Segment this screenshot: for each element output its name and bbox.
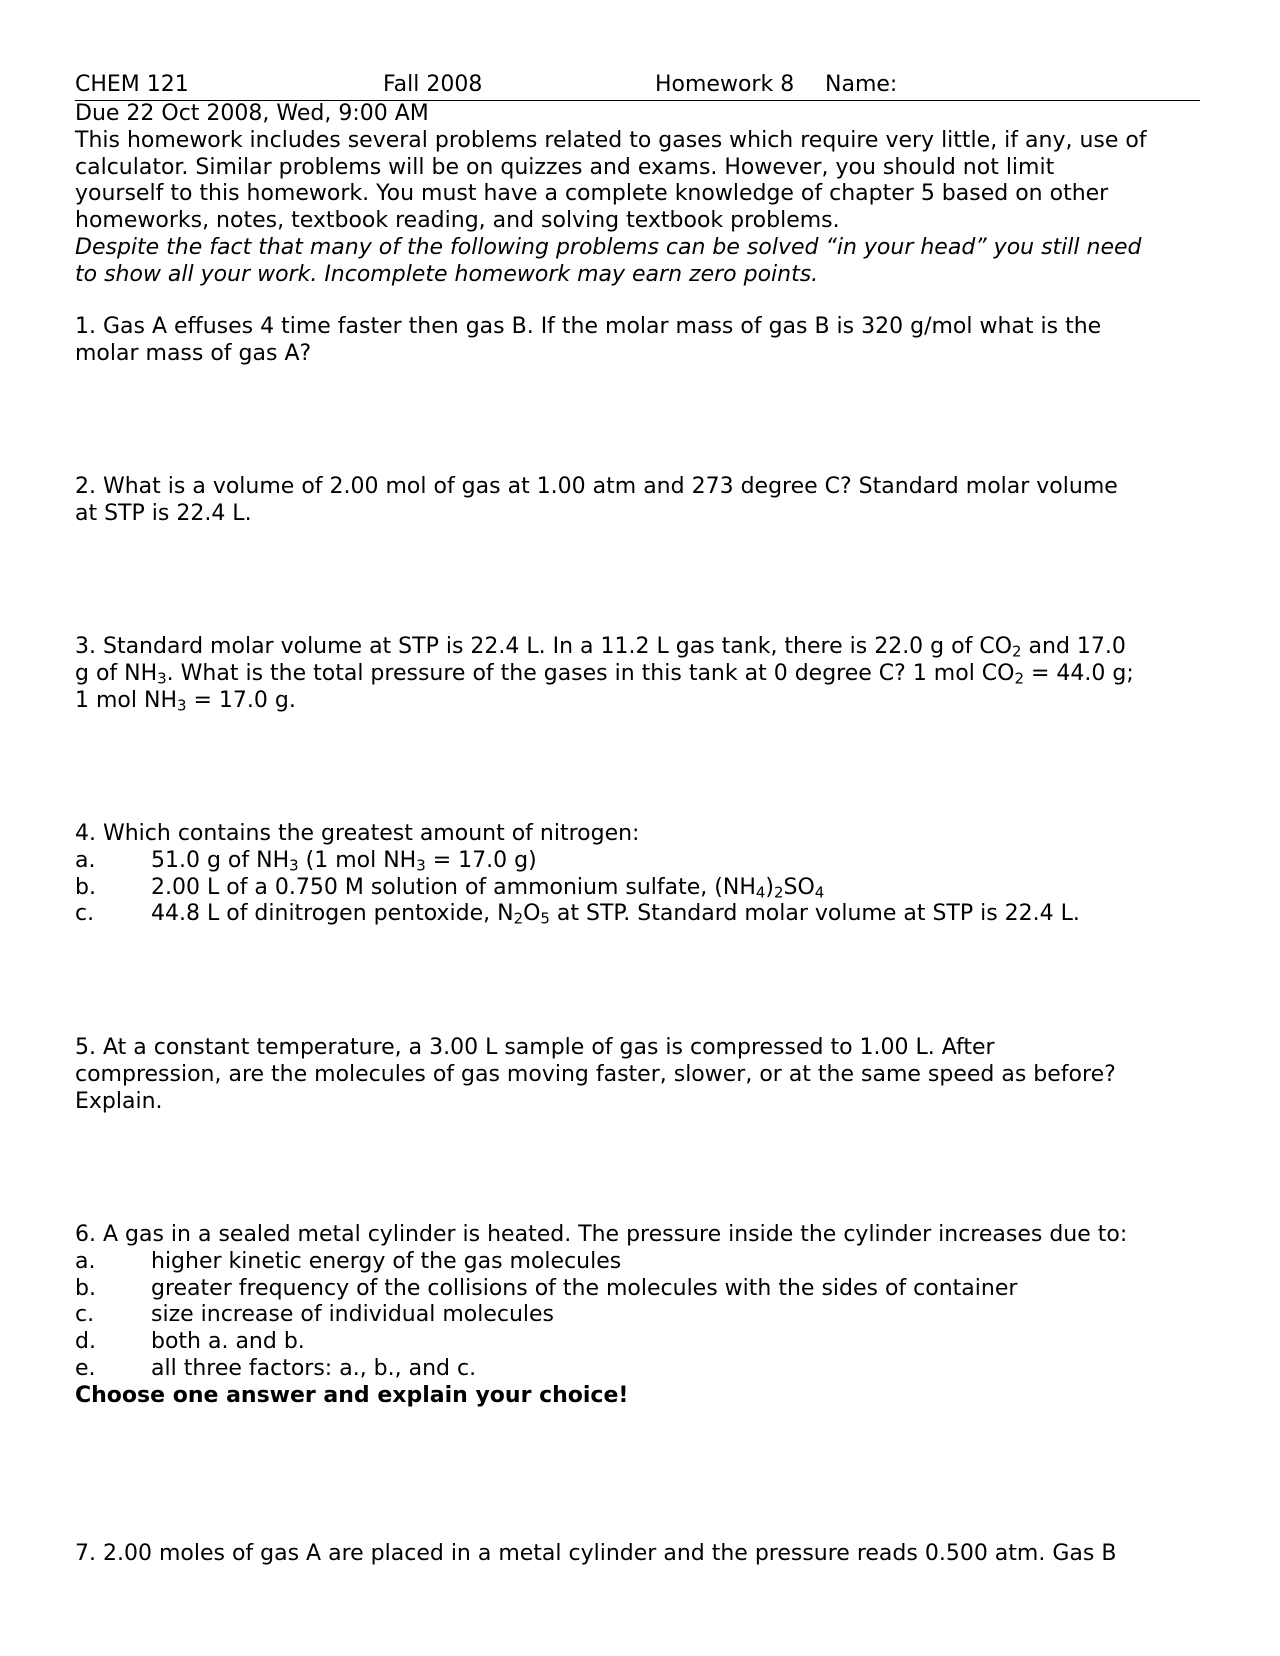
due-date: Due 22 Oct 2008, Wed, 9:00 AM bbox=[75, 101, 429, 126]
question-4 bbox=[75, 821, 1200, 928]
document-page bbox=[75, 72, 1200, 289]
question-6-option: b. greater frequency of the collisions of the molecules with the sides of container bbox=[75, 1275, 1018, 1301]
question-3-line: 3. Standard molar volume at STP is 22.4 L. In a 11.2 L gas tank, there is 22.0 g of $CO_2$ and 17.0 bbox=[75, 634, 1126, 661]
question-4-option-b: b. 2.00 L of a 0.750 M solution of ammonium sulfate, $(NH_4)_2SO_4$ bbox=[75, 874, 825, 902]
course-label: CHEM 121 bbox=[75, 72, 189, 97]
question-5 bbox=[75, 1035, 1200, 1115]
question-4-option-c: c. 44.8 L of dinitrogen pentoxide, $N_2O_5$ at STP. Standard molar volume at STP is 22.4 L. bbox=[75, 901, 1080, 929]
question-6-option: e. all three factors: a., b., and c. bbox=[75, 1355, 477, 1381]
question-6-option: a. higher kinetic energy of the gas molecules bbox=[75, 1248, 622, 1274]
question-2-line: 2. What is a volume of 2.00 mol of gas at 1.00 atm and 273 degree C? Standard molar volume bbox=[75, 474, 1118, 499]
question-7 bbox=[75, 1541, 1200, 1568]
homework-label: Homework 8 bbox=[655, 72, 795, 97]
header-row bbox=[75, 72, 1200, 101]
question-6-stem: 6. A gas in a sealed metal cylinder is heated. The pressure inside the cylinder increases due to: bbox=[75, 1222, 1128, 1247]
question-5-line: 5. At a constant temperature, a 3.00 L sample of gas is compressed to 1.00 L. After bbox=[75, 1035, 995, 1060]
question-3 bbox=[75, 634, 1200, 714]
question-3-line: 1 mol $NH_3 = 17.0$ g. bbox=[75, 687, 296, 715]
question-6-instruction: Choose one answer and explain your choice! bbox=[75, 1382, 629, 1408]
intro-line: This homework includes several problems related to gases which require very little, if any, use of bbox=[75, 127, 1147, 153]
question-5-line: Explain. bbox=[75, 1088, 163, 1114]
name-label: Name: bbox=[825, 72, 898, 97]
question-1-line: molar mass of gas A? bbox=[75, 340, 312, 366]
question-1 bbox=[75, 314, 1200, 368]
question-6-option: d. both a. and b. bbox=[75, 1329, 305, 1355]
term-label: Fall 2008 bbox=[383, 72, 483, 97]
intro-italic-line: to show all your work. Incomplete homework may earn zero points. bbox=[75, 261, 819, 287]
question-4-option-a: a. 51.0 g of $NH_3$ (1 mol $NH_3 = 17.0$ g) bbox=[75, 847, 537, 875]
intro-line: yourself to this homework. You must have a complete knowledge of chapter 5 based on other bbox=[75, 181, 1109, 207]
question-6 bbox=[75, 1222, 1200, 1410]
question-2 bbox=[75, 474, 1200, 528]
question-5-line: compression, are the molecules of gas moving faster, slower, or at the same speed as before? bbox=[75, 1061, 1116, 1087]
question-2-line: at STP is 22.4 L. bbox=[75, 500, 252, 526]
question-3-line: g of $NH_3$. What is the total pressure of the gases in this tank at 0 degree C? 1 mol $CO_2 = 44.0$ g; bbox=[75, 660, 1134, 688]
intro-italic-line: Despite the fact that many of the following problems can be solved “in your head” you still need bbox=[75, 234, 1142, 260]
question-6-option: c. size increase of individual molecules bbox=[75, 1302, 555, 1328]
intro-line: calculator. Similar problems will be on quizzes and exams. However, you should not limit bbox=[75, 154, 1055, 180]
question-7-line: 7. 2.00 moles of gas A are placed in a metal cylinder and the pressure reads 0.500 atm. Gas B bbox=[75, 1541, 1117, 1566]
intro-line: homeworks, notes, textbook reading, and solving textbook problems. bbox=[75, 208, 840, 234]
question-1-line: 1. Gas A effuses 4 time faster then gas B. If the molar mass of gas B is 320 g/mol what is the bbox=[75, 314, 1102, 339]
question-4-stem: 4. Which contains the greatest amount of nitrogen: bbox=[75, 821, 640, 846]
